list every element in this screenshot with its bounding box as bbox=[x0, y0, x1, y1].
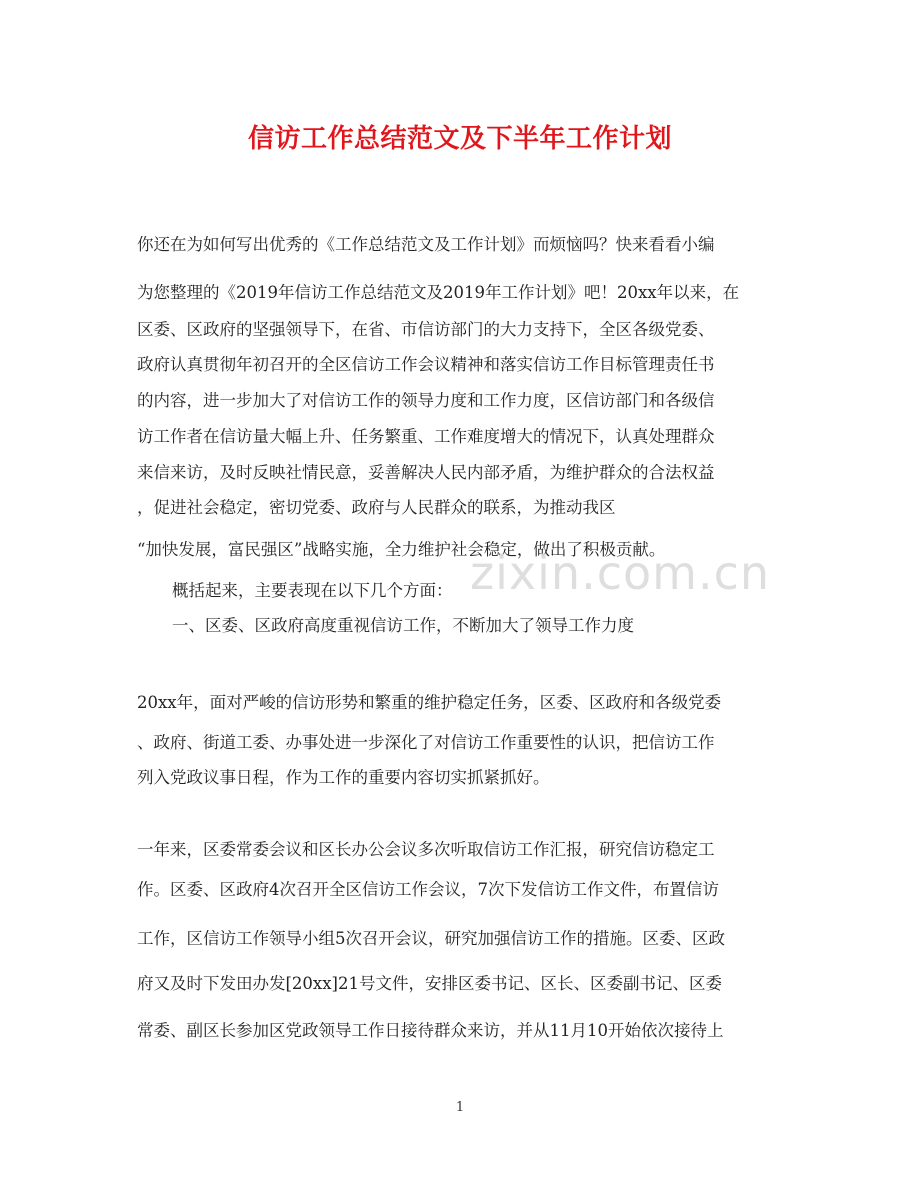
page-number: 1 bbox=[455, 1100, 465, 1115]
paragraph-line: 访工作者在信访量大幅上升、任务繁重、工作难度增大的情况下，认真处理群众 bbox=[137, 427, 715, 446]
paragraph-line: ，促进社会稳定，密切党委、政府与人民群众的联系，为推动我区 bbox=[137, 498, 616, 517]
paragraph-line: 来信来访，及时反映社情民意，妥善解决人民内部矛盾，为维护群众的合法权益 bbox=[137, 463, 715, 482]
paragraph-line: 府又及时下发田办发[20xx]21号文件，安排区委书记、区长、区委副书记、区委 bbox=[137, 974, 722, 993]
paragraph-line: 政府认真贯彻年初召开的全区信访工作会议精神和落实信访工作目标管理责任书 bbox=[137, 355, 715, 374]
paragraph-line: “加快发展，富民强区”战略实施，全力维护社会稳定，做出了积极贡献。 bbox=[137, 540, 666, 559]
section-heading: 一、区委、区政府高度重视信访工作，不断加大了领导工作力度 bbox=[172, 616, 634, 635]
paragraph-line: 为您整理的《2019年信访工作总结范文及2019年工作计划》吧！20xx年以来，在 bbox=[137, 283, 740, 302]
paragraph-line: 作。区委、区政府4次召开全区信访工作会议，7次下发信访工作文件，布置信访 bbox=[137, 880, 719, 899]
paragraph-line: 工作，区信访工作领导小组5次召开会议，研究加强信访工作的措施。区委、区政 bbox=[137, 929, 725, 948]
paragraph-line: 的内容，进一步加大了对信访工作的领导力度和工作力度，区信访部门和各级信 bbox=[137, 391, 715, 410]
paragraph-line: 、政府、街道工委、办事处进一步深化了对信访工作重要性的认识，把信访工作 bbox=[137, 733, 715, 752]
paragraph-line: 常委、副区长参加区党政领导工作日接待群众来访，并从11月10开始依次接待上 bbox=[137, 1021, 724, 1040]
paragraph-line: 你还在为如何写出优秀的《工作总结范文及工作计划》而烦恼吗？快来看看小编 bbox=[137, 235, 715, 254]
paragraph-line: 20xx年，面对严峻的信访形势和繁重的维护稳定任务，区委、区政府和各级党委 bbox=[137, 693, 722, 712]
paragraph-line: 概括起来，主要表现在以下几个方面： bbox=[172, 581, 453, 600]
paragraph-line: 区委、区政府的坚强领导下，在省、市信访部门的大力支持下，全区各级党委、 bbox=[137, 320, 715, 339]
document-title: 信访工作总结范文及下半年工作计划 bbox=[247, 124, 672, 154]
paragraph-line: 一年来，区委常委会议和区长办公会议多次听取信访工作汇报，研究信访稳定工 bbox=[137, 840, 715, 859]
watermark: zixin.com.cn bbox=[470, 546, 771, 600]
paragraph-line: 列入党政议事日程，作为工作的重要内容切实抓紧抓好。 bbox=[137, 768, 550, 787]
